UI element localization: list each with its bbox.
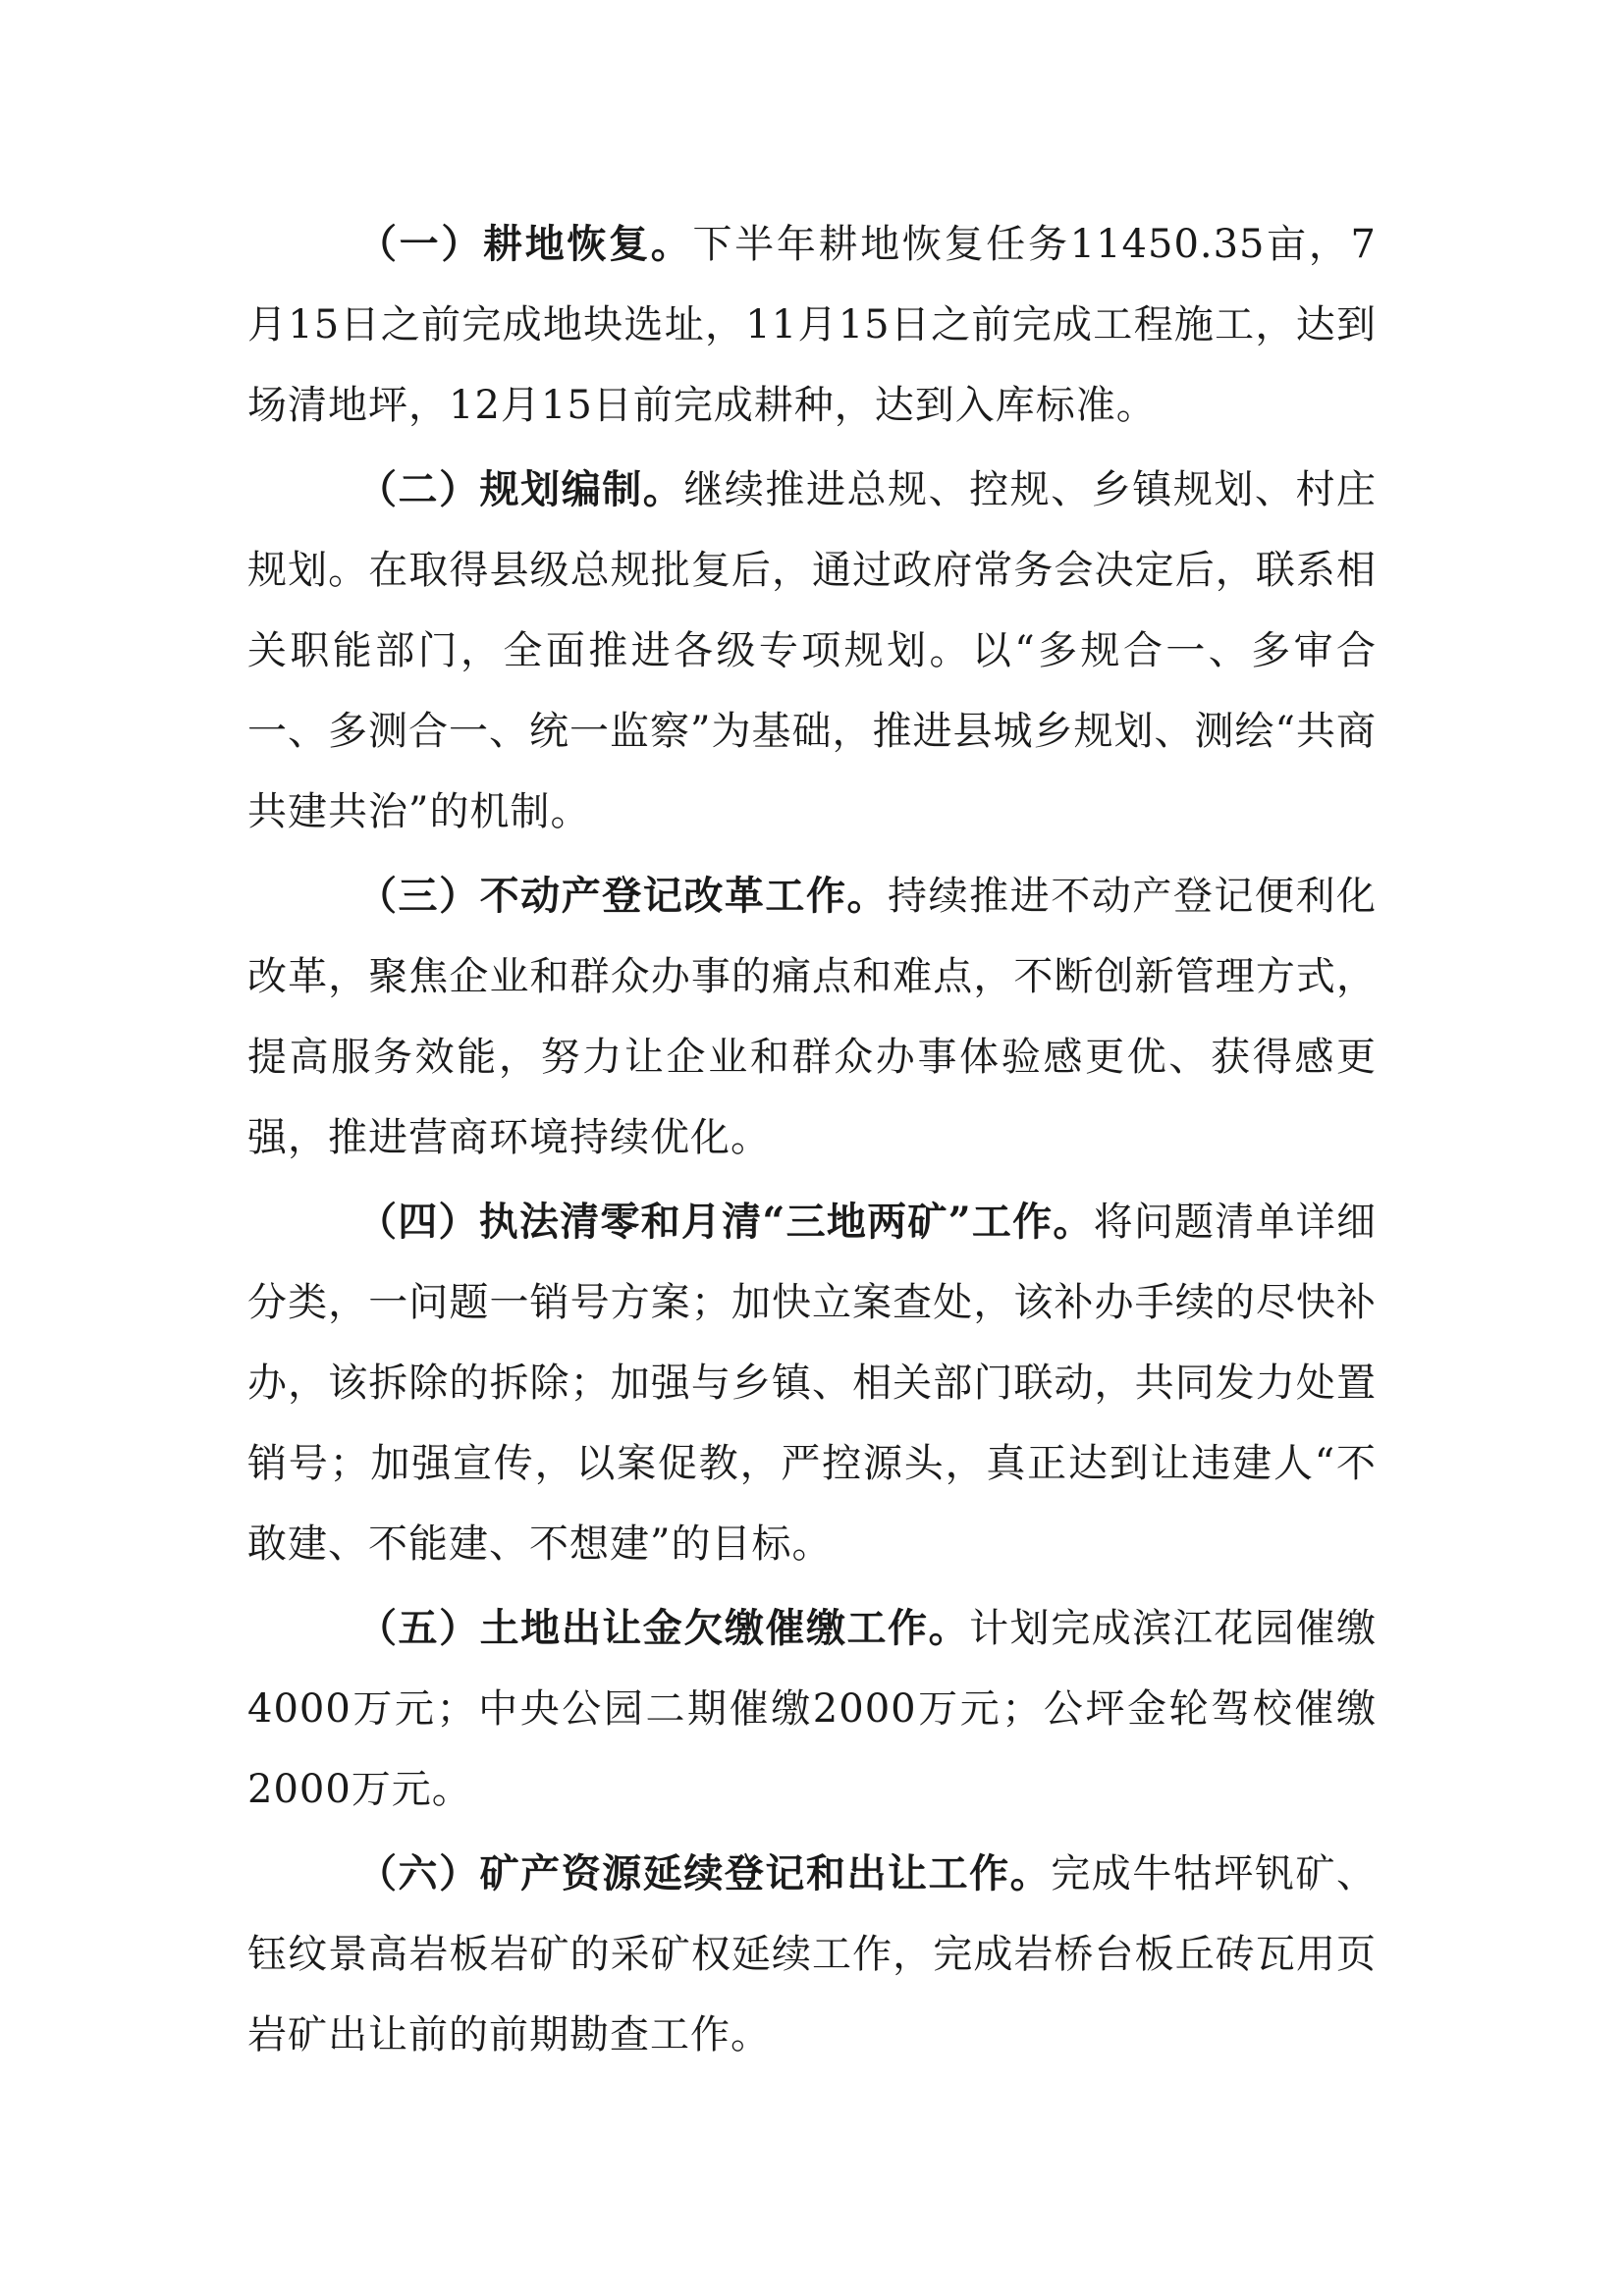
paragraph-text: 持续推进不动产登记便利化改革，聚焦企业和群众办事的痛点和难点，不断创新管理方式，提高服务效能，努力让企业和群众办事体验感更优、获得感更强，推进营商环境持续优化。 bbox=[247, 874, 1378, 1160]
paragraph-land-fee-collection bbox=[247, 1588, 1377, 1830]
paragraph-planning bbox=[247, 450, 1377, 852]
paragraph-heading: （六）矿产资源延续登记和出让工作。 bbox=[357, 1850, 1052, 1896]
paragraph-text: 继续推进总规、控规、乡镇规划、村庄规划。在取得县级总规批复后，通过政府常务会决定后，联系相关职能部门，全面推进各级专项规划。以“多规合一、多审合一、多测合一、统一监察”为基础，推进县城乡规划、测绘“共商共建共治”的机制。 bbox=[247, 467, 1378, 834]
paragraph-text: 下半年耕地恢复任务11450.35亩，7月15日之前完成地块选址，11月15日之前完成工程施工，达到场清地坪，12月15日前完成耕种，达到入库标准。 bbox=[247, 222, 1378, 428]
paragraph-heading: （二）规划编制。 bbox=[357, 466, 684, 512]
document-body bbox=[247, 204, 1377, 2075]
paragraph-property-registration bbox=[247, 856, 1377, 1178]
paragraph-law-enforcement bbox=[247, 1182, 1377, 1584]
paragraph-heading: （五）土地出让金欠缴催缴工作。 bbox=[357, 1605, 970, 1651]
paragraph-farmland-restoration bbox=[247, 204, 1377, 446]
paragraph-text: 计划完成滨江花园催缴4000万元；中央公园二期催缴2000万元；公坪金轮驾校催缴2000万元。 bbox=[247, 1606, 1377, 1812]
paragraph-heading: （一）耕地恢复。 bbox=[357, 221, 693, 267]
paragraph-text: 完成牛牯坪钒矿、钰纹景高岩板岩矿的采矿权延续工作，完成岩桥台板丘砖瓦用页岩矿出让前的前期勘查工作。 bbox=[247, 1851, 1378, 2057]
paragraph-mineral-resources bbox=[247, 1834, 1377, 2075]
paragraph-heading: （四）执法清零和月清“三地两矿”工作。 bbox=[357, 1199, 1094, 1245]
paragraph-heading: （三）不动产登记改革工作。 bbox=[357, 873, 889, 919]
paragraph-text: 将问题清单详细分类，一问题一销号方案；加快立案查处，该补办手续的尽快补办，该拆除的拆除；加强与乡镇、相关部门联动，共同发力处置销号；加强宣传，以案促教，严控源头，真正达到让违建人“不敢建、不能建、不想建”的目标。 bbox=[247, 1200, 1378, 1567]
